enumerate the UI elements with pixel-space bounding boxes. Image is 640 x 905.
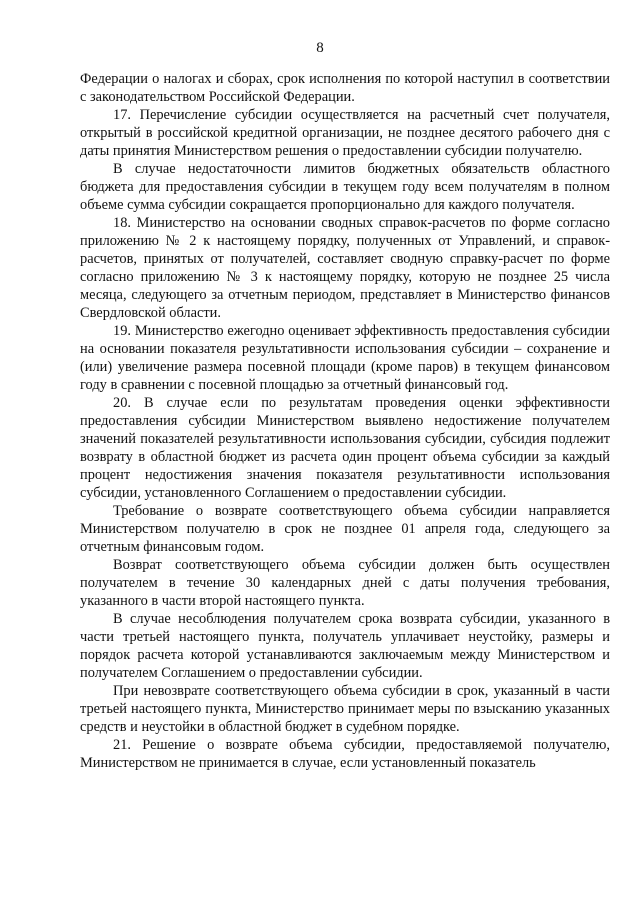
paragraph-21: 21. Решение о возврате объема субсидии, предоставляемой получателю, Министерством не принимается в случае, если установленный показатель [80,737,610,771]
paragraph-20-part-4: В случае несоблюдения получателем срока возврата субсидии, указанного в части третьей настоящего пункта, получатель уплачивает неустойку, размеры и порядок расчета которой устанавливаются заключаемым между Министерством и получателем Соглашением о предоставлении субсидии. [80,611,610,681]
paragraph-20-part-5: При невозврате соответствующего объема субсидии в срок, указанный в части третьей настоящего пункта, Министерство принимает меры по взысканию указанных средств и неустойки в областной бюджет в судебном порядке. [80,683,610,735]
paragraph-19: 19. Министерство ежегодно оценивает эффективность предоставления субсидии на основании показателя результативности использования субсидии – сохранение и (или) увеличение размера посевной площади (кроме паров) в текущем финансовом году в сравнении с посевной площадью за отчетный финансовый год. [80,323,610,393]
document-body [80,70,610,772]
page-number: 8 [316,40,324,56]
paragraph-17-part-2: В случае недостаточности лимитов бюджетных обязательств областного бюджета для предоставления субсидии в текущем году всем получателям в полном объеме сумма субсидии сокращается пропорционально для каждого получателя. [80,161,610,213]
paragraph-continuation: Федерации о налогах и сборах, срок исполнения по которой наступил в соответствии с законодательством Российской Федерации. [80,71,610,105]
paragraph-20-part-2: Требование о возврате соответствующего объема субсидии направляется Министерством получателю в срок не позднее 01 апреля года, следующего за отчетным финансовым годом. [80,503,610,555]
paragraph-17: 17. Перечисление субсидии осуществляется на расчетный счет получателя, открытый в российской кредитной организации, не позднее десятого рабочего дня с даты принятия Министерством решения о предоставлении субсидии получателю. [80,107,610,159]
paragraph-20: 20. В случае если по результатам проведения оценки эффективности предоставления субсидии Министерством выявлено недостижение получателем значений показателей результативности использования субсидии, субсидия подлежит возврату в областной бюджет из расчета один процент объема субсидии за каждый процент недостижения значения показателя результативности использования субсидии, установленного Соглашением о предоставлении субсидии. [80,395,610,501]
paragraph-18: 18. Министерство на основании сводных справок-расчетов по форме согласно приложению № 2 к настоящему порядку, полученных от Управлений, и справок-расчетов, принятых от получателей, составляет сводную справку-расчет по форме согласно приложению № 3 к настоящему порядку, которую не позднее 25 числа месяца, следующего за отчетным периодом, представляет в Министерство финансов Свердловской области. [80,215,610,321]
paragraph-20-part-3: Возврат соответствующего объема субсидии должен быть осуществлен получателем в течение 30 календарных дней с даты получения требования, указанного в части второй настоящего пункта. [80,557,610,609]
